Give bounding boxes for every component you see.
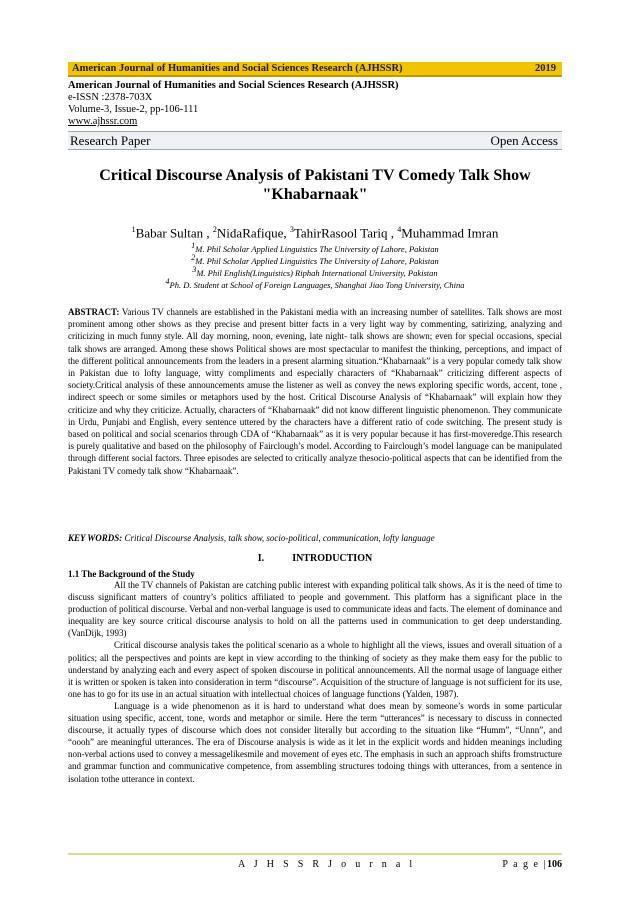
- author-2: NidaRafique,: [216, 225, 290, 241]
- journal-banner: [68, 62, 562, 77]
- paragraph-2: Critical discourse analysis takes the political scenario as a whole to highlight all the views, issues and overall situation of a politics; all the perspectives and points are kept in view according to the thinking of society as they make them easy for the public to understand by analyzing each and every aspect of spoken discourse in political announcements. All the normal usage of language either it is written or spoken is taken into consideration in term “discourse”. Acquisition of the structure of language is not sufficient for its use, one has to go for its use in an actual situation with intellectual choices of language functions (Yalden, 1987).: [68, 640, 562, 699]
- footer-divider: [68, 853, 562, 855]
- keywords: [68, 532, 562, 544]
- paper-title-line-2: "Khabarnaak": [262, 186, 368, 203]
- abstract-text: Various TV channels are established in the Pakistani media with an increasing number of satellites. Talk shows are most prominent among other shows as they precise and present bitter facts in a very light way by commenting, satirizing, analyzing and criticizing in much funny style. All day morning, noon, evening, late night- talk shows are shown; even for special occasions, special talk shows are arranged. Among these shows Political shows are most spectacular to manifest the thinking, perceptions, and impact of the different political announcements from the leaders in a present alarming situation.“Khabarnaak” is a very popular comedy talk show in Pakistan due to lofty language, witty compliments and especially characters of “Khabarnaak” criticizing different aspects of society.Critical analysis of these announcements amuse the listener as well as convey the news exploring specific words, accent, tone , indirect speech or some similes or metaphors used by the host. Critical Discourse Analysis of “Khabarnaak” will explain how they criticize and why they criticize. Actually, characters of “Khabarnaak” did not know different linguistic phenomenon. They communicate in Urdu, Punjabi and English, every sentence uttered by the characters have a different ratio of code switching. The present study is based on political and social scenarios through CDA of “Khabarnaak” as it is very popular because it has first-moveredge.This research is purely qualitative and based on the philosophy of Fairclough’s model. According to Fairclough’s model language can be manipulated through different social factors. Three episodes are selected to critically analyze thesocio-political aspects that can be identified from the Pakistani TV comedy talk show “Khabarnaak”.: [68, 307, 562, 476]
- keywords-label: KEY WORDS:: [68, 533, 123, 543]
- footer-page-label: P a g e |: [502, 859, 547, 870]
- affiliation-2-marker: 2: [191, 253, 196, 262]
- body-text: [68, 579, 562, 785]
- section-title: INTRODUCTION: [292, 553, 373, 564]
- affiliation-4-text: Ph. D. Student at School of Foreign Languages, Shanghai Jiao Tong University, China: [169, 279, 465, 290]
- author-4: Muhammad Imran: [401, 225, 499, 241]
- journal-title: American Journal of Humanities and Social Sciences Research (AJHSSR): [68, 80, 399, 91]
- paragraph-3: Language is a wide phenomenon as it is hard to understand what does mean by someone’s words in some particular situation using specific, accent, tone, words and metaphor or simile. Here the term “utterances” is necessary to discuss in connected discourse, it actually types of discourse which does not consider literally but according to the situation like “Humm”, “Unnn”, and “oooh” are meaningful utterances. The era of Discourse analysis is wide as it let in the explicit words and hidden meanings including non-verbal actions used to convey a messagelikesmile and movement of eyes etc. The emphasis in such an approach shifts fromstructure and grammar function and communicative competence, from assembling structures todoing things with utterances, from a sentence in isolation tothe utterance in context.: [68, 700, 562, 784]
- affiliation-3-text: M. Phil English(Linguistics) Riphah International University, Pakistan: [196, 267, 438, 278]
- journal-info: [68, 80, 562, 128]
- paper-type-bar: [68, 131, 562, 150]
- banner-year: 2019: [535, 63, 556, 74]
- journal-url-link[interactable]: www.ajhssr.com: [68, 116, 138, 127]
- section-number: I.: [257, 553, 265, 564]
- affiliation-4-marker: 4: [165, 277, 170, 286]
- author-3: TahirRasool Tariq ,: [293, 225, 398, 241]
- paper-type-label: Research Paper: [70, 133, 151, 148]
- paper-title: [68, 166, 562, 204]
- access-type-label: Open Access: [490, 133, 558, 148]
- paragraph-1: All the TV channels of Pakistan are catching public interest with expanding political talk shows. As it is the need of time to discuss significant matters of country’s politics affiliated to people and government. This platform has a significant place in the production of political discourse. Verbal and non-verbal language is used to communicate ideas and facts. The element of dominance and inequality are key source critical discourse analysis to hold on all the patterns used in communication to get deep understanding. (VanDijk, 1993): [68, 580, 562, 639]
- affiliation-4: [68, 276, 562, 291]
- footer-journal: A J H S S R J o u r n a l: [238, 859, 416, 870]
- author-list: [68, 222, 562, 241]
- abstract-label: ABSTRACT:: [68, 307, 120, 317]
- journal-issn: e-ISSN :2378-703X: [68, 92, 153, 103]
- affiliation-3-marker: 3: [192, 265, 197, 274]
- journal-volume: Volume-3, Issue-2, pp-106-111: [68, 104, 199, 115]
- footer-page-number: 106: [547, 859, 562, 870]
- author-4-marker: 4: [397, 225, 402, 234]
- affiliation-1-text: M. Phil Scholar Applied Linguistics The University of Lahore, Pakistan: [195, 243, 439, 254]
- author-1-marker: 1: [131, 225, 136, 234]
- section-heading: [68, 553, 562, 565]
- affiliation-2-text: M. Phil Scholar Applied Linguistics The University of Lahore, Pakistan: [195, 255, 439, 266]
- abstract: [68, 306, 562, 477]
- paper-title-line-1: Critical Discourse Analysis of Pakistani TV Comedy Talk Show: [99, 167, 531, 184]
- keywords-text: Critical Discourse Analysis, talk show, socio-political, communication, lofty language: [122, 533, 435, 543]
- author-3-marker: 3: [289, 225, 294, 234]
- subsection-heading: 1.1 The Background of the Study: [68, 569, 195, 579]
- affiliation-1-marker: 1: [191, 241, 196, 250]
- author-1: Babar Sultan ,: [135, 225, 213, 241]
- banner-journal-title: American Journal of Humanities and Social Sciences Research (AJHSSR): [72, 63, 403, 74]
- footer-page: [502, 859, 562, 870]
- author-2-marker: 2: [212, 225, 217, 234]
